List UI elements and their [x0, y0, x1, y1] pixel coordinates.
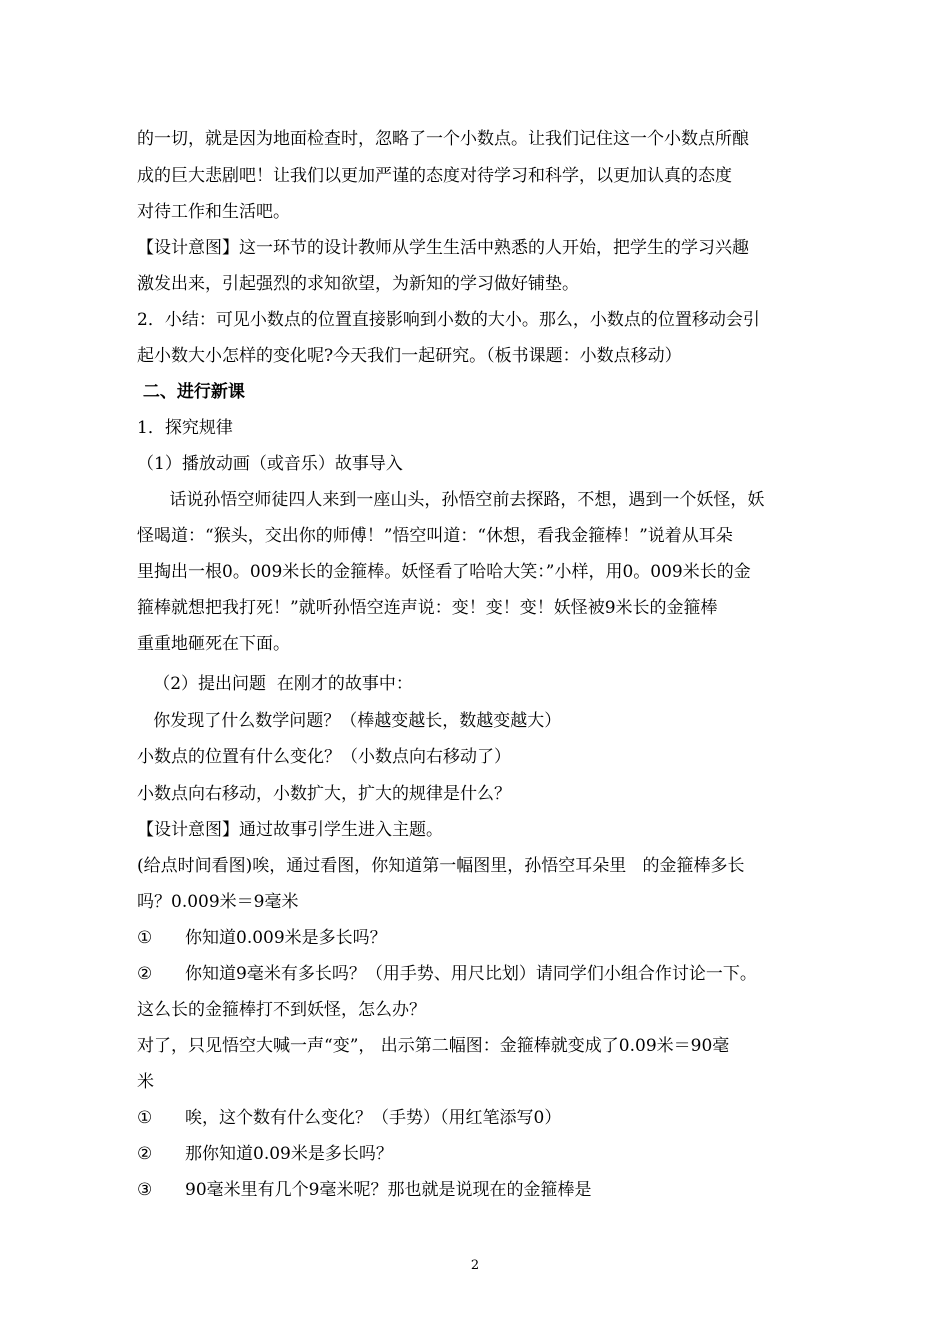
story-line: 箍棒就想把我打死！”就听孙悟空连声说：变！变！变！妖怪被9米长的金箍棒 [137, 598, 718, 618]
item-marker: ② [137, 964, 153, 984]
question-line: 小数点的位置有什么变化？（小数点向右移动了） [137, 747, 511, 767]
item-marker: ① [137, 1108, 153, 1128]
item-text: 唉，这个数有什么变化？（手势）（用红笔添写0） [185, 1108, 562, 1128]
paragraph-line: 成的巨大悲剧吧！让我们以更加严谨的态度对待学习和科学，以更加认真的态度 [137, 166, 732, 186]
numbered-item [137, 1179, 827, 1201]
item-marker: ① [137, 928, 153, 948]
story-line: 怪喝道：“猴头，交出你的师傅！”悟空叫道：“休想，看我金箍棒！”说着从耳朵 [137, 526, 733, 546]
paragraph-line: 对了，只见悟空大喊一声“变”， 出示第二幅图：金箍棒就变成了0.09米＝90毫 [137, 1036, 730, 1056]
paragraph-line: 对待工作和生活吧。 [137, 202, 290, 222]
paragraph-line: 激发出来，引起强烈的求知欲望，为新知的学习做好铺垫。 [137, 274, 579, 294]
item-text: 那你知道0.09米是多长吗？ [185, 1144, 393, 1164]
design-intent-line: 【设计意图】通过故事引学生进入主题。 [137, 820, 443, 840]
subsection-heading: 1．探究规律 [137, 418, 233, 438]
section-heading: 二、进行新课 [137, 382, 245, 402]
page-number: 2 [470, 1258, 480, 1273]
numbered-item [137, 1143, 827, 1165]
numbered-item [137, 963, 827, 985]
design-intent-line: 【设计意图】这一环节的设计教师从学生生活中熟悉的人开始，把学生的学习兴趣 [137, 238, 749, 258]
item-marker: ② [137, 1144, 153, 1164]
item-text: 你知道0.009米是多长吗？ [185, 928, 387, 948]
paragraph-line: 的一切，就是因为地面检查时，忽略了一个小数点。让我们记住这一个小数点所酿 [137, 129, 749, 149]
numbered-item [137, 927, 827, 949]
paragraph-line: 吗？0.009米＝9毫米 [137, 892, 299, 912]
paragraph-line: 这么长的金箍棒打不到妖怪，怎么办？ [137, 1000, 426, 1020]
item-text: 你知道9毫米有多长吗？（用手势、用尺比划）请同学们小组合作讨论一下。 [185, 964, 757, 984]
item-text: 90毫米里有几个9毫米呢？那也就是说现在的金箍棒是 [185, 1180, 592, 1200]
story-line: 重重地砸死在下面。 [137, 634, 290, 654]
item-marker: ③ [137, 1180, 153, 1200]
story-line: 话说孙悟空师徒四人来到一座山头，孙悟空前去探路，不想，遇到一个妖怪，妖 [137, 490, 765, 510]
question-heading: （2）提出问题 在刚才的故事中： [137, 674, 413, 694]
question-line: 小数点向右移动，小数扩大，扩大的规律是什么？ [137, 784, 511, 804]
subsection-heading: （1）播放动画（或音乐）故事导入 [137, 454, 403, 474]
summary-line: 2．小结：可见小数点的位置直接影响到小数的大小。那么，小数点的位置移动会引 [137, 310, 760, 330]
paragraph-line: 米 [137, 1072, 154, 1092]
question-line: 你发现了什么数学问题？（棒越变越长，数越变越大） [137, 711, 562, 731]
paragraph-line: (给点时间看图)唉，通过看图，你知道第一幅图里，孙悟空耳朵里 的金箍棒多长 [137, 856, 745, 876]
paragraph-line: 起小数大小怎样的变化呢?今天我们一起研究。（板书课题：小数点移动） [137, 346, 682, 366]
story-line: 里掏出一根0。009米长的金箍棒。妖怪看了哈哈大笑：”小样，用0。009米长的金 [137, 562, 751, 582]
numbered-item [137, 1107, 827, 1129]
